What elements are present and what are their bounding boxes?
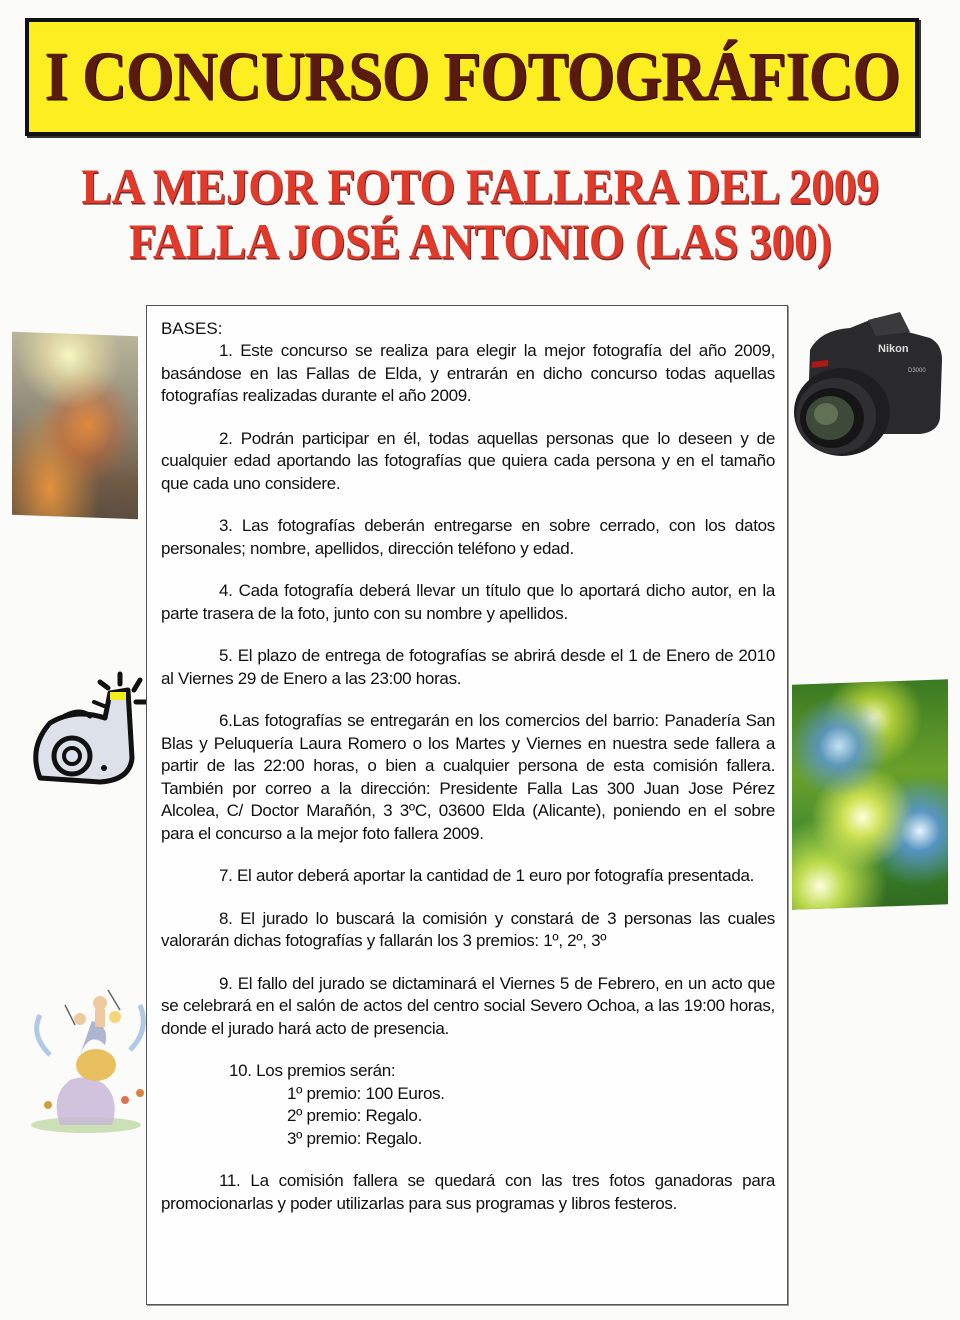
falla-monument-illustration — [20, 985, 150, 1135]
rules-box — [146, 305, 788, 1305]
camera-photo — [780, 300, 950, 460]
prize-2: 2º premio: Regalo. — [287, 1106, 422, 1125]
prize-3: 3º premio: Regalo. — [287, 1128, 422, 1148]
rule-8: 8. El jurado lo buscará la comisión y constará de 3 personas las cuales valorarán dichas fotografías y fallarán los 3 premios: 1º, 2º, 3º — [161, 908, 775, 950]
svg-text:D3000: D3000 — [908, 368, 926, 374]
subtitle-line-1: LA MEJOR FOTO FALLERA DEL 2009 — [81, 158, 879, 215]
rule-5: 5. El plazo de entrega de fotografías se abrirá desde el 1 de Enero de 2010 al Viernes 29 de Enero a las 23:00 horas. — [161, 646, 775, 688]
prizes-heading: 10. Los premios serán: — [229, 1061, 396, 1080]
prizes-section — [161, 1060, 775, 1150]
svg-text:Nikon: Nikon — [878, 343, 909, 355]
page-title: I CONCURSO FOTOGRÁFICO — [44, 38, 900, 115]
rule-9: 9. El fallo del jurado se dictaminará el Viernes 5 de Febrero, en un acto que se celebrará en el salón de actos del centro social Severo Ochoa, a las 19:00 horas, donde el jurado hará acto de presencia. — [161, 973, 775, 1038]
rule-4: 4. Cada fotografía deberá llevar un título que lo aportará dicho autor, en la parte trasera de la foto, junto con su nombre y apellidos. — [161, 581, 775, 623]
rule-6: 6.Las fotografías se entregarán en los comercios del barrio: Panadería San Blas y Peluquería Laura Romero o los Martes y Viernes en nuestra sede fallera a partir de las 22:00 horas, o bien a cualquier persona de esta comisión fallera. También por correo a la dirección: Presidente Falla Las 300 Juan Jose Pérez Alcolea, C/ Doctor Marañón, 3 3ºC, 03600 Elda (Alicante), poniendo en el sobre para el concurso a la mejor foto fallera 2009. — [161, 711, 775, 843]
rule-7: 7. El autor deberá aportar la cantidad de 1 euro por fotografía presentada. — [219, 866, 755, 885]
rule-1: 1. Este concurso se realiza para elegir la mejor fotografía del año 2009, basándose en las Fallas de Elda, y entrarán en dicho concurso todas aquellas fotografías realizadas durante el año 2009. — [161, 341, 775, 405]
falla-fire-photo — [12, 332, 138, 519]
rules-heading: BASES: — [161, 319, 223, 338]
falla-illustration-icon — [20, 985, 150, 1135]
camera-icon — [780, 300, 950, 460]
prize-1: 1º premio: 100 Euros. — [287, 1083, 445, 1103]
rule-3: 3. Las fotografías deberán entregarse en sobre cerrado, con los datos personales; nombre, apellidos, dirección teléfono y edad. — [161, 516, 775, 558]
cartoon-camera-clipart — [20, 668, 150, 788]
rule-11: 11. La comisión fallera se quedará con las tres fotos ganadoras para promocionarlas y poder utilizarlas para sus programas y libros festeros. — [161, 1171, 775, 1213]
title-banner — [25, 18, 919, 136]
camera-clipart-icon — [20, 668, 150, 788]
rule-2: 2. Podrán participar en él, todas aquellas personas que lo deseen y de cualquier edad aportando las fotografías que quiera cada persona y en el tamaño que cada uno considere. — [161, 428, 775, 493]
subtitle-line-2: FALLA JOSÉ ANTONIO (LAS 300) — [128, 213, 832, 270]
fireworks-photo — [792, 679, 948, 909]
